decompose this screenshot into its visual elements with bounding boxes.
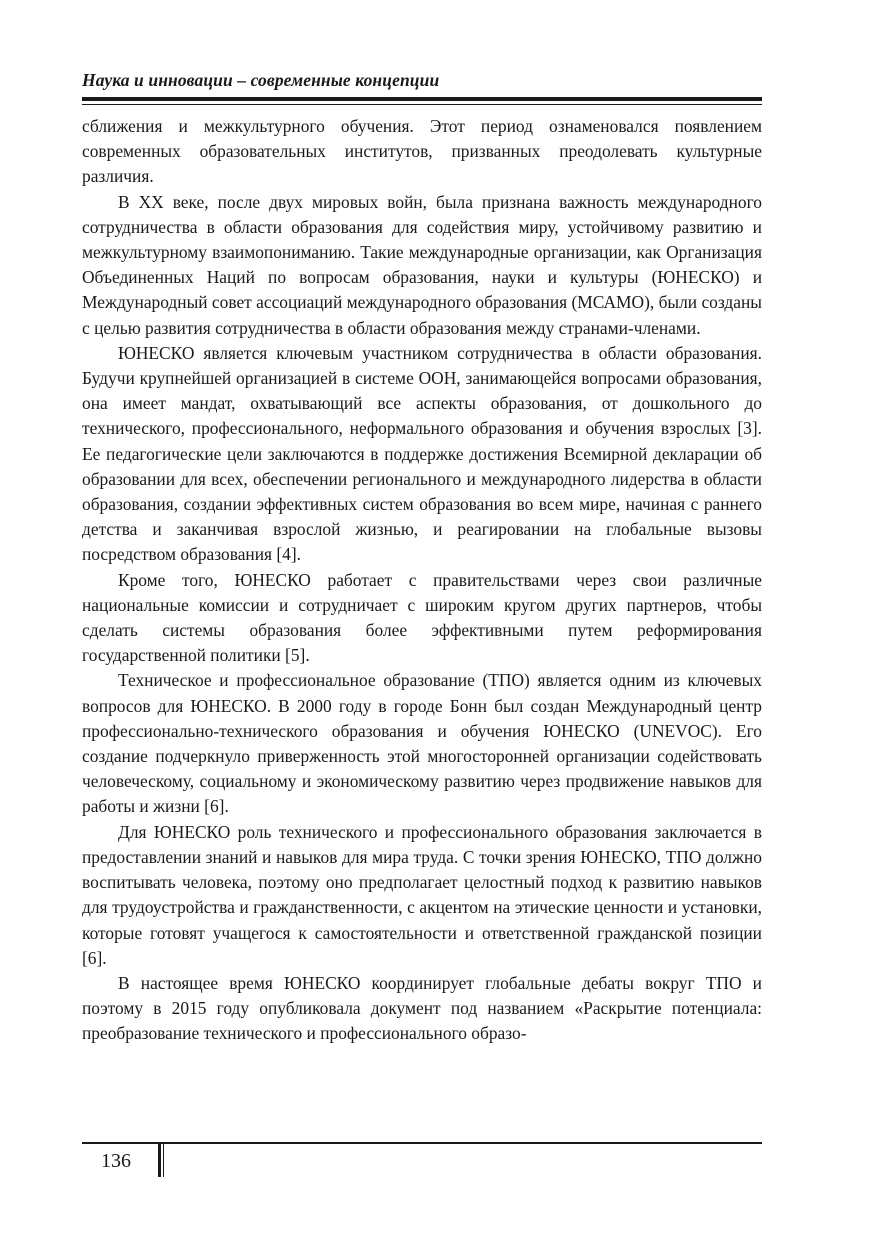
paragraph: Техническое и профессиональное образование (ТПО) является одним из ключевых вопросов для ЮНЕСКО. В 2000 году в городе Бонн был создан Международный центр профессионально-технического образования и обучения ЮНЕСКО (UNEVOC). Его создание подчеркнуло приверженность этой многосторонней организации содействовать человеческому, социальному и экономическому развитию через продвижение навыков для работы и жизни [6]. [82, 670, 762, 817]
footer-rule [82, 1142, 762, 1144]
paragraph: Для ЮНЕСКО роль технического и профессионального образования заключается в предоставлении знаний и навыков для мира труда. С точки зрения ЮНЕСКО, ТПО должно воспитывать человека, поэтому оно предполагает целостный подход к развитию навыков для трудоустройства и гражданственности, с акцентом на этические ценности и установки, которые готовят учащегося к самостоятельности и ответственной гражданской позиции [6]. [82, 821, 762, 968]
paragraph-continued: сближения и межкультурного обучения. Этот период ознаменовался появлением современных образовательных институтов, призванных преодолевать культурные различия. [82, 116, 762, 187]
header-rule-thick [82, 97, 762, 101]
paragraph: В настоящее время ЮНЕСКО координирует глобальные дебаты вокруг ТПО и поэтому в 2015 году опубликовала документ под названием «Раскрытие потенциала: преобразование технического и профессионального образо- [82, 972, 762, 1044]
footer-divider-thick [158, 1142, 161, 1177]
paragraph: В XX веке, после двух мировых войн, была признана важность международного сотрудничества в области образования для содействия миру, устойчивому развитию и межкультурному взаимопониманию. Такие международные организации, как Организация Объединенных Наций по вопросам образования, науки и культуры (ЮНЕСКО) и Международный совет ассоциаций международного образования (МСАМО), были созданы с целью развития сотрудничества в области образования между странами-членами. [82, 191, 762, 338]
paragraph: ЮНЕСКО является ключевым участником сотрудничества в области образования. Будучи крупнейшей организацией в системе ООН, занимающейся вопросами образования, она имеет мандат, охватывающий все аспекты образования, от дошкольного до технического, профессионального, неформального образования и обучения взрослых [3]. Ее педагогические цели заключаются в поддержке достижения Всемирной декларации об образовании для всех, обеспечении регионального и международного лидерства в области образования, создании эффективных систем образования во всем мире, начиная с раннего детства и заканчивая взрослой жизнью, и реагировании на глобальные вызовы посредством образования [4]. [82, 342, 762, 565]
body-text [82, 114, 762, 1047]
paragraph: Кроме того, ЮНЕСКО работает с правительствами через свои различные национальные комиссии и сотрудничает с широким кругом других партнеров, чтобы сделать системы образования более эффективными путем реформирования государственной политики [5]. [82, 569, 762, 666]
page-number: 136 [101, 1150, 131, 1172]
running-header-title: Наука и инновации – современные концепции [82, 70, 440, 90]
header-rule-thin [82, 104, 762, 105]
footer-divider-thin [163, 1142, 164, 1177]
